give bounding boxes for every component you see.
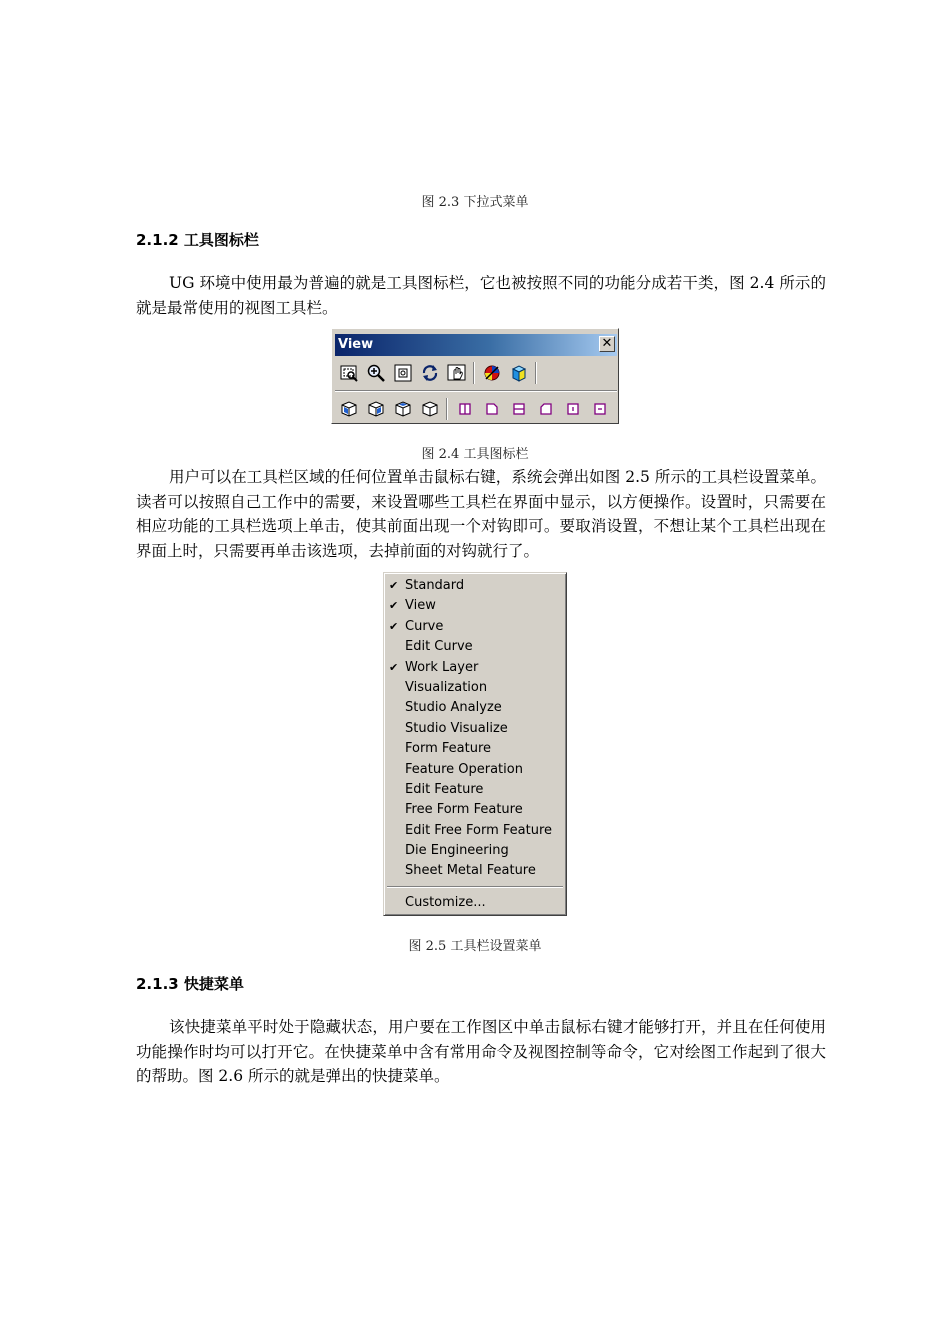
rotate-icon[interactable]	[416, 361, 443, 385]
toolbar-separator	[446, 398, 448, 420]
menu-item-label: Visualization	[405, 679, 488, 695]
checkmark-icon: ✔	[389, 599, 399, 613]
menu-item-label: Feature Operation	[405, 761, 523, 777]
close-icon[interactable]: ✕	[599, 336, 615, 352]
menu-item-list	[384, 576, 566, 882]
zoom-window-icon[interactable]	[389, 361, 416, 385]
fit-icon[interactable]	[335, 361, 362, 385]
toolbar-row-divider	[335, 390, 617, 392]
menu-item-view[interactable]	[384, 596, 566, 616]
figure-caption-2-4: 图 2.4 工具图标栏	[421, 447, 529, 462]
back-view-icon[interactable]	[586, 397, 613, 421]
paragraph-shortcut-menu: 该快捷菜单平时处于隐藏状态，用户要在工作图区中单击鼠标右键才能够打开，并且在任何使用功能操作时均可以打开它。在快捷菜单中含有常用命令及视图控制等命令，它对绘图工作起到了很大的帮助。图 2.6 所示的就是弹出的快捷菜单。	[136, 1018, 826, 1085]
menu-item-curve[interactable]	[384, 617, 566, 637]
menu-item-edit-feature[interactable]	[384, 780, 566, 800]
menu-item-label: Sheet Metal Feature	[405, 863, 536, 879]
menu-item-label: Edit Free Form Feature	[405, 822, 553, 838]
menu-item-label: Studio Analyze	[405, 700, 502, 716]
menu-item-label: Studio Visualize	[405, 720, 508, 736]
menu-item-free-form-feature[interactable]	[384, 800, 566, 820]
menu-item-edit-free-form-feature[interactable]	[384, 821, 566, 841]
top-view-icon[interactable]	[478, 397, 505, 421]
left-view-icon[interactable]	[532, 397, 559, 421]
pan-icon[interactable]	[443, 361, 470, 385]
shading-icon[interactable]	[478, 361, 505, 385]
menu-item-sheet-metal-feature[interactable]	[384, 861, 566, 881]
menu-item-label: Form Feature	[405, 741, 492, 757]
toolbar-row-1	[335, 359, 540, 387]
menu-separator	[387, 886, 563, 888]
toolbar-title: View	[338, 337, 374, 352]
menu-item-standard[interactable]	[384, 576, 566, 596]
menu-item-studio-analyze[interactable]	[384, 698, 566, 718]
menu-item-label: Standard	[405, 578, 465, 593]
isometric-view-icon[interactable]	[335, 397, 362, 421]
zoom-icon[interactable]	[362, 361, 389, 385]
menu-item-visualization[interactable]	[384, 678, 566, 698]
figure-caption-2-3: 图 2.3 下拉式菜单	[421, 195, 529, 210]
section-heading-2-1-2: 2.1.2 工具图标栏	[136, 231, 259, 249]
menu-item-label: Die Engineering	[405, 843, 509, 859]
menu-item-feature-operation[interactable]	[384, 760, 566, 780]
menu-item-studio-visualize[interactable]	[384, 719, 566, 739]
toolbar-title-bar[interactable]	[335, 334, 617, 356]
front-view-icon[interactable]	[451, 397, 478, 421]
toolbar-row-2	[335, 395, 613, 423]
checkmark-icon: ✔	[389, 579, 399, 592]
right-iso-view-icon[interactable]	[416, 397, 443, 421]
menu-item-die-engineering[interactable]	[384, 841, 566, 861]
menu-item-edit-curve[interactable]	[384, 637, 566, 657]
front-iso-view-icon[interactable]	[389, 397, 416, 421]
checkmark-icon: ✔	[389, 660, 399, 674]
menu-item-label: Free Form Feature	[405, 802, 523, 818]
menu-item-work-layer[interactable]	[384, 658, 566, 678]
toolbar-settings-menu	[383, 572, 567, 916]
trimetric-view-icon[interactable]	[362, 397, 389, 421]
paragraph-toolbar-settings: 用户可以在工具栏区域的任何位置单击鼠标右键，系统会弹出如图 2.5 所示的工具栏设置菜单。读者可以按照自己工作中的需要，来设置哪些工具栏在界面中显示，以方便操作。设置时，只需要在相应功能的工具栏选项上单击，使其前面出现一个对钩即可。要取消设置，不想让某个工具栏出现在界面上时，只需要再单击该选项，去掉前面的对钩就行了。	[136, 468, 826, 560]
menu-item-label: Edit Curve	[405, 639, 473, 655]
menu-item-label: Edit Feature	[405, 781, 484, 797]
view-toolbar	[331, 328, 619, 424]
bottom-view-icon[interactable]	[559, 397, 586, 421]
menu-item-label: Work Layer	[405, 659, 479, 675]
menu-item-form-feature[interactable]	[384, 739, 566, 759]
menu-item-label: View	[405, 598, 436, 614]
right-view-icon[interactable]	[505, 397, 532, 421]
menu-item-customize[interactable]: Customize...	[405, 895, 486, 910]
checkmark-icon: ✔	[389, 619, 399, 633]
toolbar-separator	[473, 362, 475, 384]
figure-caption-2-5: 图 2.5 工具栏设置菜单	[408, 939, 542, 954]
paragraph-toolbar-intro: UG 环境中使用最为普遍的就是工具图标栏，它也被按照不同的功能分成若干类，图 2.4 所示的就是最常使用的视图工具栏。	[136, 274, 826, 317]
section-heading-2-1-3: 2.1.3 快捷菜单	[136, 975, 244, 993]
menu-item-label: Curve	[405, 618, 444, 634]
toolbar-separator	[535, 362, 537, 384]
face-analysis-icon[interactable]	[505, 361, 532, 385]
